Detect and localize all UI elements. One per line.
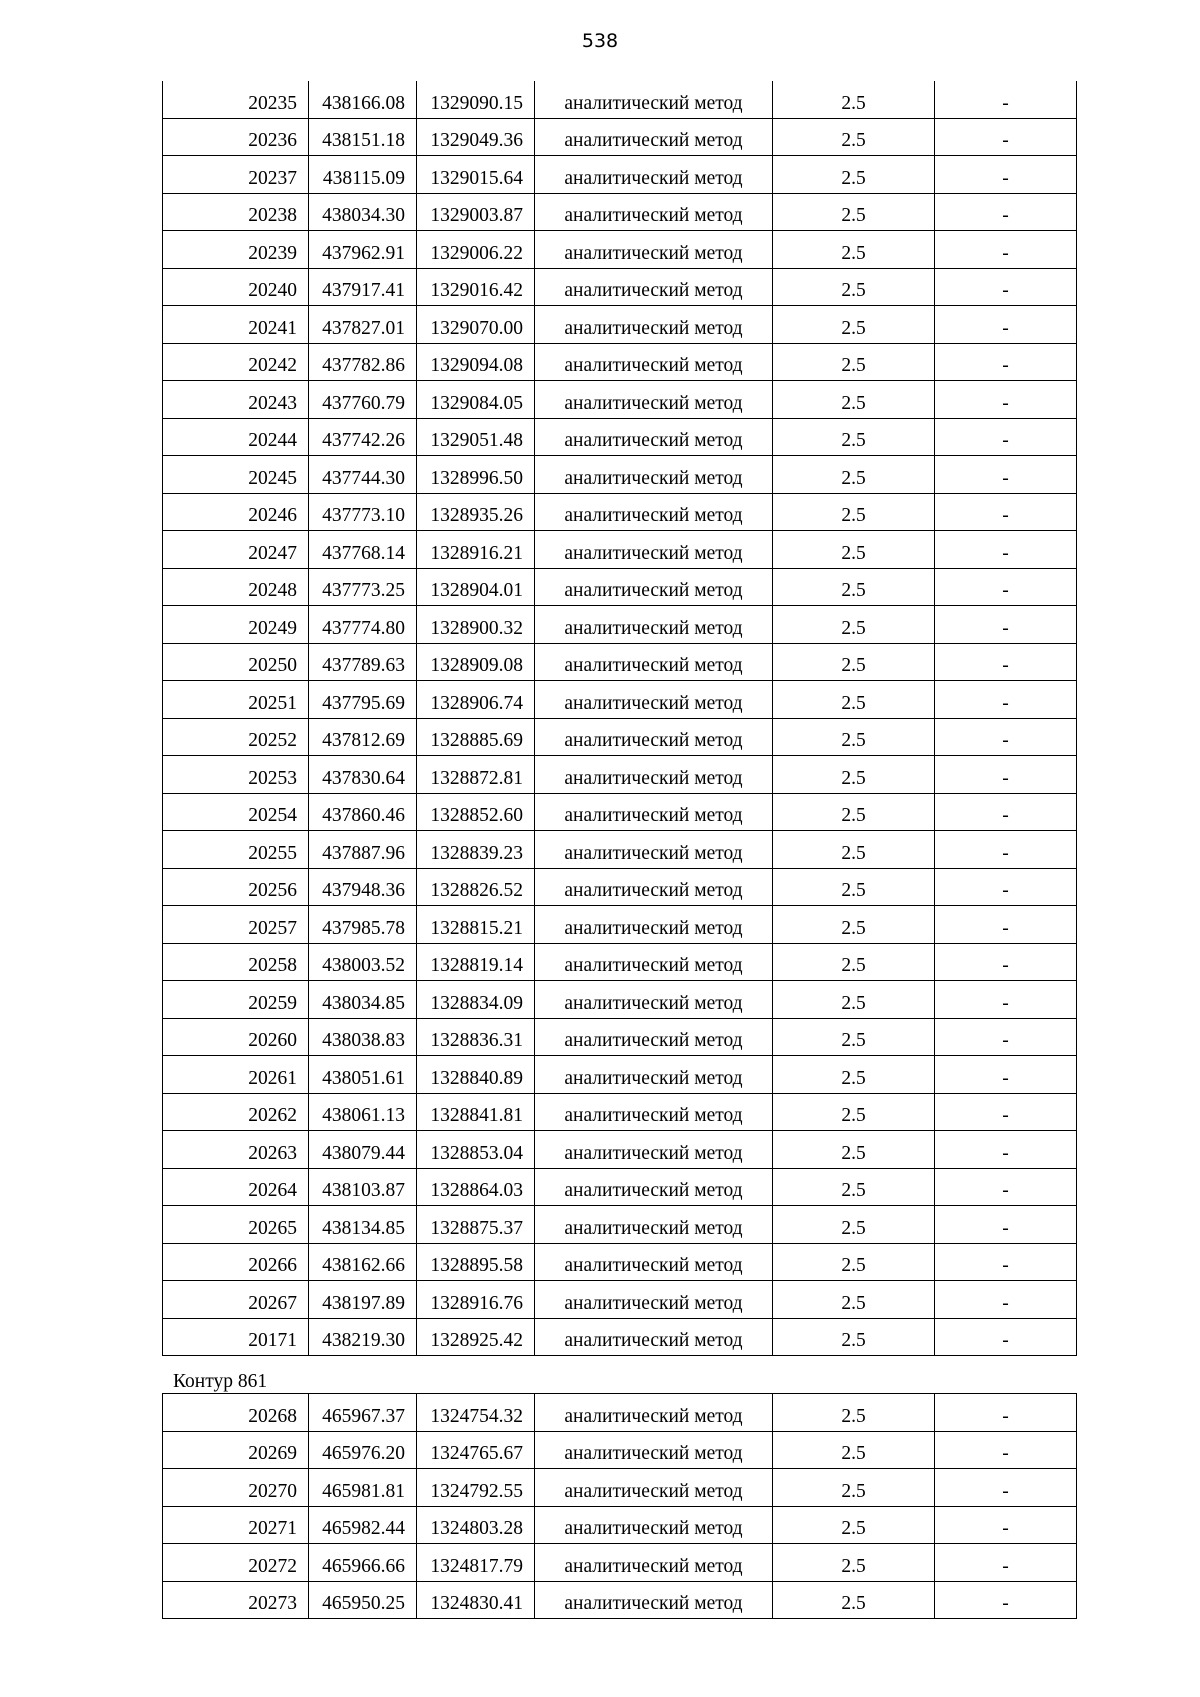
coord-x-cell: 437782.86	[309, 343, 417, 381]
coord-x-cell: 437774.80	[309, 606, 417, 644]
coord-x-cell: 438061.13	[309, 1093, 417, 1131]
table-row	[163, 831, 1077, 869]
coord-x-cell: 438219.30	[309, 1318, 417, 1356]
coord-y-cell: 1324817.79	[417, 1544, 535, 1582]
coordinates-table	[162, 81, 1077, 1356]
point-number-cell: 20236	[163, 118, 309, 156]
coord-x-cell: 437768.14	[309, 531, 417, 569]
point-number-cell: 20171	[163, 1318, 309, 1356]
point-number-cell: 20272	[163, 1544, 309, 1582]
point-number-cell: 20246	[163, 493, 309, 531]
coord-x-cell: 437948.36	[309, 868, 417, 906]
description-cell: -	[935, 306, 1077, 344]
coord-y-cell: 1329049.36	[417, 118, 535, 156]
coord-x-cell: 438151.18	[309, 118, 417, 156]
description-cell: -	[935, 493, 1077, 531]
point-number-cell: 20267	[163, 1281, 309, 1319]
table-row	[163, 568, 1077, 606]
table-row	[163, 906, 1077, 944]
accuracy-cell: 2.5	[773, 981, 935, 1019]
table-row	[163, 1469, 1077, 1507]
coord-x-cell: 438038.83	[309, 1018, 417, 1056]
point-number-cell: 20259	[163, 981, 309, 1019]
coord-y-cell: 1328839.23	[417, 831, 535, 869]
point-number-cell: 20240	[163, 268, 309, 306]
description-cell: -	[935, 643, 1077, 681]
description-cell: -	[935, 456, 1077, 494]
method-cell: аналитический метод	[535, 568, 773, 606]
coord-y-cell: 1328996.50	[417, 456, 535, 494]
coord-x-cell: 438079.44	[309, 1131, 417, 1169]
coord-x-cell: 437827.01	[309, 306, 417, 344]
table-row	[163, 231, 1077, 269]
method-cell: аналитический метод	[535, 718, 773, 756]
table-row	[163, 681, 1077, 719]
accuracy-cell: 2.5	[773, 1018, 935, 1056]
method-cell: аналитический метод	[535, 1168, 773, 1206]
accuracy-cell: 2.5	[773, 418, 935, 456]
method-cell: аналитический метод	[535, 831, 773, 869]
description-cell: -	[935, 1018, 1077, 1056]
point-number-cell: 20270	[163, 1469, 309, 1507]
coord-x-cell: 465981.81	[309, 1469, 417, 1507]
table-row	[163, 306, 1077, 344]
method-cell: аналитический метод	[535, 1206, 773, 1244]
accuracy-cell: 2.5	[773, 1544, 935, 1582]
point-number-cell: 20251	[163, 681, 309, 719]
description-cell: -	[935, 268, 1077, 306]
coord-x-cell: 465967.37	[309, 1394, 417, 1432]
accuracy-cell: 2.5	[773, 1281, 935, 1319]
coord-x-cell: 438197.89	[309, 1281, 417, 1319]
accuracy-cell: 2.5	[773, 1318, 935, 1356]
point-number-cell: 20260	[163, 1018, 309, 1056]
point-number-cell: 20249	[163, 606, 309, 644]
method-cell: аналитический метод	[535, 343, 773, 381]
method-cell: аналитический метод	[535, 1093, 773, 1131]
accuracy-cell: 2.5	[773, 906, 935, 944]
contour-coordinates-table	[162, 1393, 1077, 1619]
coord-x-cell: 437985.78	[309, 906, 417, 944]
method-cell: аналитический метод	[535, 606, 773, 644]
coord-x-cell: 437917.41	[309, 268, 417, 306]
coord-y-cell: 1329015.64	[417, 156, 535, 194]
coord-y-cell: 1328840.89	[417, 1056, 535, 1094]
table-row	[163, 643, 1077, 681]
description-cell: -	[935, 868, 1077, 906]
description-cell: -	[935, 1431, 1077, 1469]
method-cell: аналитический метод	[535, 493, 773, 531]
table-row	[163, 606, 1077, 644]
accuracy-cell: 2.5	[773, 756, 935, 794]
accuracy-cell: 2.5	[773, 156, 935, 194]
coord-x-cell: 465976.20	[309, 1431, 417, 1469]
accuracy-cell: 2.5	[773, 531, 935, 569]
coord-y-cell: 1328895.58	[417, 1243, 535, 1281]
coord-x-cell: 437773.10	[309, 493, 417, 531]
coord-x-cell: 437760.79	[309, 381, 417, 419]
method-cell: аналитический метод	[535, 193, 773, 231]
coord-y-cell: 1328935.26	[417, 493, 535, 531]
coord-y-cell: 1328885.69	[417, 718, 535, 756]
accuracy-cell: 2.5	[773, 1431, 935, 1469]
accuracy-cell: 2.5	[773, 568, 935, 606]
coord-y-cell: 1328916.76	[417, 1281, 535, 1319]
point-number-cell: 20262	[163, 1093, 309, 1131]
description-cell: -	[935, 1093, 1077, 1131]
coord-x-cell: 437789.63	[309, 643, 417, 681]
page-number: 538	[581, 30, 619, 52]
description-cell: -	[935, 343, 1077, 381]
table-row	[163, 1131, 1077, 1169]
table-row	[163, 1056, 1077, 1094]
description-cell: -	[935, 1394, 1077, 1432]
contour-title: Контур 861	[173, 1371, 268, 1392]
coord-x-cell: 438034.85	[309, 981, 417, 1019]
coord-x-cell: 465982.44	[309, 1506, 417, 1544]
method-cell: аналитический метод	[535, 793, 773, 831]
coord-y-cell: 1329084.05	[417, 381, 535, 419]
description-cell: -	[935, 981, 1077, 1019]
accuracy-cell: 2.5	[773, 1581, 935, 1619]
coord-x-cell: 438051.61	[309, 1056, 417, 1094]
description-cell: -	[935, 193, 1077, 231]
accuracy-cell: 2.5	[773, 868, 935, 906]
table-row	[163, 531, 1077, 569]
method-cell: аналитический метод	[535, 268, 773, 306]
description-cell: -	[935, 793, 1077, 831]
accuracy-cell: 2.5	[773, 306, 935, 344]
point-number-cell: 20244	[163, 418, 309, 456]
coord-y-cell: 1324803.28	[417, 1506, 535, 1544]
method-cell: аналитический метод	[535, 906, 773, 944]
point-number-cell: 20263	[163, 1131, 309, 1169]
coord-y-cell: 1328841.81	[417, 1093, 535, 1131]
coord-y-cell: 1328836.31	[417, 1018, 535, 1056]
coord-y-cell: 1328852.60	[417, 793, 535, 831]
description-cell: -	[935, 1243, 1077, 1281]
method-cell: аналитический метод	[535, 1131, 773, 1169]
accuracy-cell: 2.5	[773, 1394, 935, 1432]
method-cell: аналитический метод	[535, 756, 773, 794]
coord-y-cell: 1324754.32	[417, 1394, 535, 1432]
method-cell: аналитический метод	[535, 531, 773, 569]
accuracy-cell: 2.5	[773, 718, 935, 756]
table-row	[163, 1093, 1077, 1131]
accuracy-cell: 2.5	[773, 1131, 935, 1169]
coord-y-cell: 1328925.42	[417, 1318, 535, 1356]
point-number-cell: 20256	[163, 868, 309, 906]
point-number-cell: 20245	[163, 456, 309, 494]
coord-x-cell: 438134.85	[309, 1206, 417, 1244]
coord-x-cell: 438003.52	[309, 943, 417, 981]
table-row	[163, 1018, 1077, 1056]
coord-y-cell: 1329094.08	[417, 343, 535, 381]
point-number-cell: 20252	[163, 718, 309, 756]
method-cell: аналитический метод	[535, 381, 773, 419]
description-cell: -	[935, 1544, 1077, 1582]
coord-y-cell: 1328853.04	[417, 1131, 535, 1169]
description-cell: -	[935, 943, 1077, 981]
coord-x-cell: 437773.25	[309, 568, 417, 606]
description-cell: -	[935, 381, 1077, 419]
coord-x-cell: 437860.46	[309, 793, 417, 831]
accuracy-cell: 2.5	[773, 606, 935, 644]
point-number-cell: 20242	[163, 343, 309, 381]
table-row	[163, 493, 1077, 531]
table-row	[163, 1394, 1077, 1432]
point-number-cell: 20255	[163, 831, 309, 869]
point-number-cell: 20243	[163, 381, 309, 419]
table-row	[163, 343, 1077, 381]
accuracy-cell: 2.5	[773, 1093, 935, 1131]
method-cell: аналитический метод	[535, 231, 773, 269]
coord-x-cell: 465966.66	[309, 1544, 417, 1582]
table-row	[163, 943, 1077, 981]
coord-x-cell: 437962.91	[309, 231, 417, 269]
accuracy-cell: 2.5	[773, 643, 935, 681]
accuracy-cell: 2.5	[773, 118, 935, 156]
point-number-cell: 20265	[163, 1206, 309, 1244]
method-cell: аналитический метод	[535, 643, 773, 681]
description-cell: -	[935, 418, 1077, 456]
accuracy-cell: 2.5	[773, 681, 935, 719]
point-number-cell: 20253	[163, 756, 309, 794]
description-cell: -	[935, 831, 1077, 869]
coord-x-cell: 438162.66	[309, 1243, 417, 1281]
coord-y-cell: 1324792.55	[417, 1469, 535, 1507]
table-row	[163, 1206, 1077, 1244]
coord-x-cell: 438115.09	[309, 156, 417, 194]
coord-x-cell: 437887.96	[309, 831, 417, 869]
table-row	[163, 81, 1077, 118]
description-cell: -	[935, 906, 1077, 944]
method-cell: аналитический метод	[535, 456, 773, 494]
method-cell: аналитический метод	[535, 118, 773, 156]
method-cell: аналитический метод	[535, 1431, 773, 1469]
description-cell: -	[935, 156, 1077, 194]
coord-y-cell: 1324830.41	[417, 1581, 535, 1619]
point-number-cell: 20269	[163, 1431, 309, 1469]
table-row	[163, 718, 1077, 756]
method-cell: аналитический метод	[535, 1281, 773, 1319]
method-cell: аналитический метод	[535, 1506, 773, 1544]
coord-x-cell: 437744.30	[309, 456, 417, 494]
description-cell: -	[935, 1206, 1077, 1244]
coord-x-cell: 438103.87	[309, 1168, 417, 1206]
description-cell: -	[935, 1318, 1077, 1356]
table-row	[163, 118, 1077, 156]
coord-x-cell: 437830.64	[309, 756, 417, 794]
table-row	[163, 868, 1077, 906]
method-cell: аналитический метод	[535, 868, 773, 906]
coord-y-cell: 1328906.74	[417, 681, 535, 719]
coord-y-cell: 1328875.37	[417, 1206, 535, 1244]
description-cell: -	[935, 1168, 1077, 1206]
table-row	[163, 456, 1077, 494]
coord-y-cell: 1329051.48	[417, 418, 535, 456]
accuracy-cell: 2.5	[773, 493, 935, 531]
method-cell: аналитический метод	[535, 1469, 773, 1507]
coord-y-cell: 1328826.52	[417, 868, 535, 906]
table-row	[163, 1431, 1077, 1469]
accuracy-cell: 2.5	[773, 831, 935, 869]
point-number-cell: 20271	[163, 1506, 309, 1544]
point-number-cell: 20247	[163, 531, 309, 569]
description-cell: -	[935, 1281, 1077, 1319]
coord-x-cell: 437742.26	[309, 418, 417, 456]
table-row	[163, 1281, 1077, 1319]
table-row	[163, 381, 1077, 419]
point-number-cell: 20239	[163, 231, 309, 269]
point-number-cell: 20261	[163, 1056, 309, 1094]
coord-y-cell: 1329003.87	[417, 193, 535, 231]
point-number-cell: 20254	[163, 793, 309, 831]
method-cell: аналитический метод	[535, 981, 773, 1019]
accuracy-cell: 2.5	[773, 231, 935, 269]
point-number-cell: 20241	[163, 306, 309, 344]
description-cell: -	[935, 1131, 1077, 1169]
accuracy-cell: 2.5	[773, 456, 935, 494]
coord-x-cell: 437795.69	[309, 681, 417, 719]
coord-y-cell: 1329070.00	[417, 306, 535, 344]
table-row	[163, 156, 1077, 194]
coord-x-cell: 437812.69	[309, 718, 417, 756]
description-cell: -	[935, 118, 1077, 156]
description-cell: -	[935, 231, 1077, 269]
method-cell: аналитический метод	[535, 943, 773, 981]
accuracy-cell: 2.5	[773, 343, 935, 381]
coord-y-cell: 1329006.22	[417, 231, 535, 269]
coord-y-cell: 1328904.01	[417, 568, 535, 606]
coord-y-cell: 1328900.32	[417, 606, 535, 644]
accuracy-cell: 2.5	[773, 193, 935, 231]
point-number-cell: 20238	[163, 193, 309, 231]
table-row	[163, 793, 1077, 831]
table-row	[163, 1506, 1077, 1544]
method-cell: аналитический метод	[535, 81, 773, 118]
coord-y-cell: 1324765.67	[417, 1431, 535, 1469]
point-number-cell: 20266	[163, 1243, 309, 1281]
description-cell: -	[935, 1581, 1077, 1619]
description-cell: -	[935, 756, 1077, 794]
description-cell: -	[935, 1469, 1077, 1507]
table-row	[163, 1168, 1077, 1206]
coord-y-cell: 1328872.81	[417, 756, 535, 794]
point-number-cell: 20248	[163, 568, 309, 606]
method-cell: аналитический метод	[535, 156, 773, 194]
coord-y-cell: 1329016.42	[417, 268, 535, 306]
description-cell: -	[935, 681, 1077, 719]
point-number-cell: 20250	[163, 643, 309, 681]
accuracy-cell: 2.5	[773, 268, 935, 306]
description-cell: -	[935, 531, 1077, 569]
method-cell: аналитический метод	[535, 681, 773, 719]
coord-y-cell: 1328909.08	[417, 643, 535, 681]
coord-y-cell: 1328916.21	[417, 531, 535, 569]
point-number-cell: 20258	[163, 943, 309, 981]
method-cell: аналитический метод	[535, 306, 773, 344]
accuracy-cell: 2.5	[773, 1168, 935, 1206]
point-number-cell: 20273	[163, 1581, 309, 1619]
table-row	[163, 1544, 1077, 1582]
accuracy-cell: 2.5	[773, 793, 935, 831]
method-cell: аналитический метод	[535, 1544, 773, 1582]
point-number-cell: 20257	[163, 906, 309, 944]
accuracy-cell: 2.5	[773, 1056, 935, 1094]
accuracy-cell: 2.5	[773, 1206, 935, 1244]
table-row	[163, 193, 1077, 231]
point-number-cell: 20264	[163, 1168, 309, 1206]
accuracy-cell: 2.5	[773, 943, 935, 981]
description-cell: -	[935, 718, 1077, 756]
method-cell: аналитический метод	[535, 1581, 773, 1619]
table-row	[163, 1243, 1077, 1281]
description-cell: -	[935, 81, 1077, 118]
description-cell: -	[935, 1506, 1077, 1544]
accuracy-cell: 2.5	[773, 1243, 935, 1281]
coord-x-cell: 438166.08	[309, 81, 417, 118]
description-cell: -	[935, 606, 1077, 644]
coord-y-cell: 1328834.09	[417, 981, 535, 1019]
description-cell: -	[935, 1056, 1077, 1094]
coord-y-cell: 1328819.14	[417, 943, 535, 981]
accuracy-cell: 2.5	[773, 1506, 935, 1544]
accuracy-cell: 2.5	[773, 381, 935, 419]
table-row	[163, 1318, 1077, 1356]
accuracy-cell: 2.5	[773, 1469, 935, 1507]
table-row	[163, 756, 1077, 794]
point-number-cell: 20268	[163, 1394, 309, 1432]
method-cell: аналитический метод	[535, 1018, 773, 1056]
method-cell: аналитический метод	[535, 418, 773, 456]
table-row	[163, 418, 1077, 456]
point-number-cell: 20237	[163, 156, 309, 194]
description-cell: -	[935, 568, 1077, 606]
table-row	[163, 268, 1077, 306]
method-cell: аналитический метод	[535, 1318, 773, 1356]
coord-y-cell: 1329090.15	[417, 81, 535, 118]
table-row	[163, 1581, 1077, 1619]
coord-x-cell: 465950.25	[309, 1581, 417, 1619]
accuracy-cell: 2.5	[773, 81, 935, 118]
coord-y-cell: 1328815.21	[417, 906, 535, 944]
method-cell: аналитический метод	[535, 1394, 773, 1432]
coord-x-cell: 438034.30	[309, 193, 417, 231]
table-row	[163, 981, 1077, 1019]
coord-y-cell: 1328864.03	[417, 1168, 535, 1206]
method-cell: аналитический метод	[535, 1056, 773, 1094]
point-number-cell: 20235	[163, 81, 309, 118]
method-cell: аналитический метод	[535, 1243, 773, 1281]
